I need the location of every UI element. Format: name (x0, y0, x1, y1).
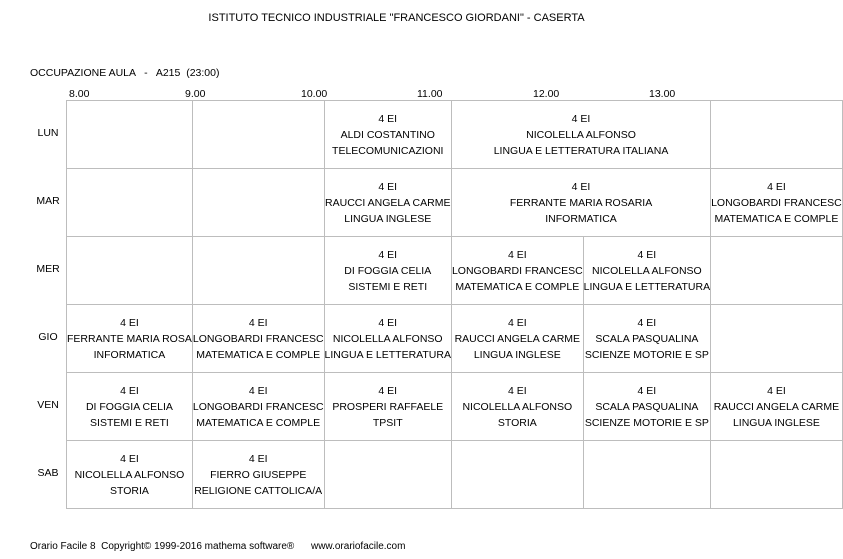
subject-name: LINGUA INGLESE (344, 212, 432, 225)
lesson-cell (324, 305, 451, 373)
empty-cell (192, 101, 324, 169)
lesson-cell (583, 373, 710, 441)
class-label: 4 EI (378, 112, 398, 125)
time-slot-label: 10.00 (301, 88, 328, 100)
teacher-name: FERRANTE MARIA ROSARIA (509, 196, 653, 209)
subject-name: MATEMATICA E COMPLE (196, 348, 321, 361)
room-occupancy-subtitle: OCCUPAZIONE AULA - A215 (23:00) (30, 67, 220, 79)
class-label: 4 EI (378, 384, 398, 397)
class-label: 4 EI (378, 316, 398, 329)
class-label: 4 EI (120, 384, 139, 397)
page-title: ISTITUTO TECNICO INDUSTRIALE "FRANCESCO GIORDANI" - CASERTA (208, 12, 585, 24)
teacher-name: RAUCCI ANGELA CARME (325, 196, 451, 209)
subject-name: TELECOMUNICAZIONI (332, 144, 444, 157)
timetable-grid (66, 100, 843, 509)
teacher-name: DI FOGGIA CELIA (85, 400, 173, 413)
class-label: 4 EI (507, 316, 527, 329)
lesson-cell (583, 305, 710, 373)
teacher-name: PROSPERI RAFFAELE (332, 400, 444, 413)
empty-cell (67, 101, 193, 169)
teacher-name: NICOLELLA ALFONSO (332, 332, 443, 345)
teacher-name: RAUCCI ANGELA CARME (713, 400, 840, 413)
teacher-name: NICOLELLA ALFONSO (526, 128, 636, 141)
teacher-name: SCALA PASQUALINA (595, 332, 699, 345)
time-slot-label: 9.00 (185, 88, 206, 100)
time-slot-label: 11.00 (417, 88, 443, 100)
class-label: 4 EI (378, 180, 398, 193)
teacher-name: FIERRO GIUSEPPE (210, 468, 307, 481)
time-slot-label: 12.00 (533, 88, 560, 100)
lesson-cell (451, 237, 583, 305)
empty-cell (192, 237, 324, 305)
class-label: 4 EI (767, 180, 786, 193)
footer-copyright: Orario Facile 8 Copyright© 1999-2016 mathema software® www.orariofacile.com (30, 541, 406, 552)
timetable-row (67, 169, 843, 237)
lesson-cell (67, 305, 193, 373)
empty-cell (711, 101, 843, 169)
class-label: 4 EI (571, 180, 591, 193)
subject-name: LINGUA INGLESE (473, 348, 561, 361)
class-label: 4 EI (767, 384, 786, 397)
subject-name: SISTEMI E RETI (348, 280, 428, 293)
day-label-ven: VEN (37, 399, 59, 411)
class-label: 4 EI (637, 384, 657, 397)
class-label: 4 EI (637, 316, 657, 329)
lesson-cell (583, 237, 710, 305)
teacher-name: NICOLELLA ALFONSO (74, 468, 185, 481)
lesson-cell (324, 237, 451, 305)
empty-cell (711, 305, 843, 373)
teacher-name: LONGOBARDI FRANCESC (711, 196, 842, 209)
lesson-cell (451, 169, 710, 237)
teacher-name: NICOLELLA ALFONSO (462, 400, 573, 413)
empty-cell (583, 441, 710, 509)
lesson-cell (67, 373, 193, 441)
day-label-gio: GIO (38, 331, 58, 343)
teacher-name: LONGOBARDI FRANCESC (192, 332, 324, 345)
lesson-cell (192, 373, 324, 441)
teacher-name: NICOLELLA ALFONSO (592, 264, 702, 277)
lesson-cell (324, 373, 451, 441)
empty-cell (711, 441, 843, 509)
lesson-cell (451, 373, 583, 441)
empty-cell (192, 169, 324, 237)
day-label-mer: MER (36, 263, 60, 275)
subject-name: LINGUA E LETTERATURA (324, 348, 451, 361)
subject-name: RELIGIONE CATTOLICA/A (194, 484, 323, 497)
subject-name: SCIENZE MOTORIE E SP (584, 416, 709, 429)
class-label: 4 EI (637, 248, 657, 261)
lesson-cell (324, 169, 451, 237)
timetable-row (67, 305, 843, 373)
subject-name: TPSIT (372, 416, 403, 429)
lesson-cell (711, 373, 843, 441)
day-label-sab: SAB (37, 467, 59, 479)
empty-cell (324, 441, 451, 509)
empty-cell (67, 169, 193, 237)
teacher-name: RAUCCI ANGELA CARME (454, 332, 581, 345)
lesson-cell (711, 169, 843, 237)
lesson-cell (324, 101, 451, 169)
empty-cell (67, 237, 193, 305)
timetable-row (67, 101, 843, 169)
timetable-row (67, 373, 843, 441)
subject-name: SISTEMI E RETI (90, 416, 169, 429)
subject-name: LINGUA INGLESE (732, 416, 820, 429)
time-slot-label: 13.00 (649, 88, 676, 100)
day-label-mar: MAR (36, 195, 60, 207)
lesson-cell (451, 305, 583, 373)
lesson-cell (451, 101, 710, 169)
teacher-name: FERRANTE MARIA ROSA (67, 332, 192, 345)
class-label: 4 EI (571, 112, 591, 125)
class-label: 4 EI (507, 248, 527, 261)
teacher-name: LONGOBARDI FRANCESC (451, 264, 583, 277)
time-slot-label: 8.00 (69, 88, 90, 100)
class-label: 4 EI (248, 316, 268, 329)
subject-name: SCIENZE MOTORIE E SP (584, 348, 709, 361)
lesson-cell (67, 441, 193, 509)
subject-name: STORIA (497, 416, 537, 429)
subject-name: MATEMATICA E COMPLE (714, 212, 839, 225)
teacher-name: DI FOGGIA CELIA (344, 264, 432, 277)
subject-name: INFORMATICA (93, 348, 166, 361)
subject-name: INFORMATICA (545, 212, 617, 225)
class-label: 4 EI (248, 384, 268, 397)
class-label: 4 EI (507, 384, 527, 397)
timetable-row (67, 237, 843, 305)
subject-name: LINGUA E LETTERATURA ITALIANA (493, 144, 669, 157)
teacher-name: ALDI COSTANTINO (340, 128, 435, 141)
subject-name: MATEMATICA E COMPLE (455, 280, 580, 293)
class-label: 4 EI (120, 452, 139, 465)
teacher-name: LONGOBARDI FRANCESC (192, 400, 324, 413)
subject-name: LINGUA E LETTERATURA (583, 280, 711, 293)
lesson-cell (192, 305, 324, 373)
class-label: 4 EI (120, 316, 139, 329)
timetable-row (67, 441, 843, 509)
subject-name: MATEMATICA E COMPLE (196, 416, 321, 429)
lesson-cell (192, 441, 324, 509)
teacher-name: SCALA PASQUALINA (595, 400, 699, 413)
empty-cell (451, 441, 583, 509)
empty-cell (711, 237, 843, 305)
subject-name: STORIA (109, 484, 149, 497)
class-label: 4 EI (378, 248, 398, 261)
day-label-lun: LUN (37, 127, 59, 139)
class-label: 4 EI (248, 452, 268, 465)
